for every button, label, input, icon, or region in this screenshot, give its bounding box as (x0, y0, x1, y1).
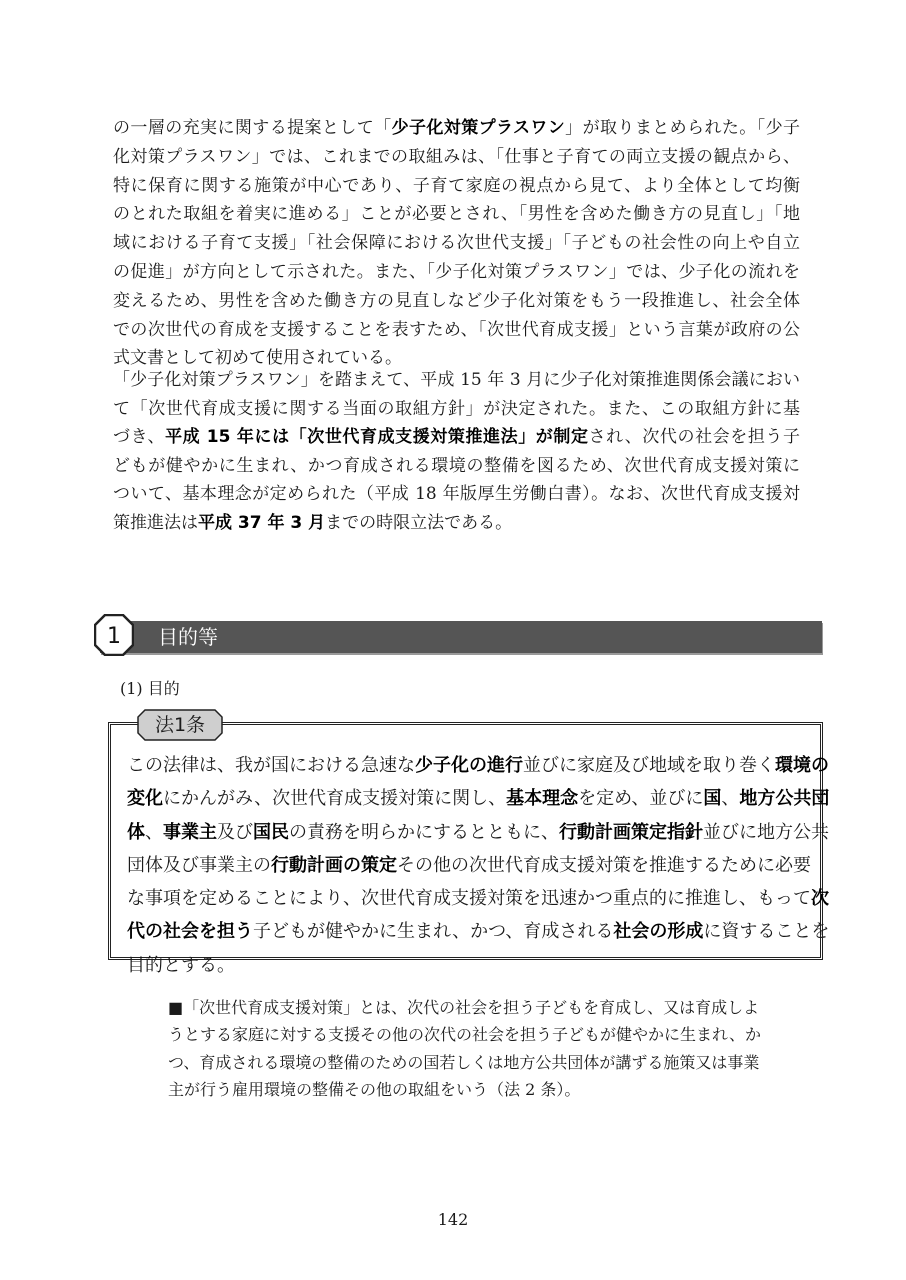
text: を定め、並びに (578, 788, 704, 810)
text: 目的とする。 (127, 954, 235, 976)
bold-text: 国民 (253, 821, 289, 843)
text: の一層の充実に関する提案として「 (113, 118, 392, 138)
section-title: 目的等 (158, 625, 218, 649)
page-number: 142 (437, 1210, 469, 1229)
text: つ、育成される環境の整備のための国若しくは地方公共団体が講ずる施策又は事業 (168, 1052, 760, 1072)
text-line (113, 114, 800, 143)
bold-text: 代の社会を担う (127, 921, 253, 943)
text-line (113, 509, 800, 538)
bold-text: 行動計画策定指針 (559, 821, 703, 843)
text: され、次代の社会を担う子 (588, 427, 800, 448)
text: ■「次世代育成支援対策」とは、次代の社会を担う子どもを育成し、又は育成しよ (168, 998, 760, 1017)
bold-text: 平成 37 年 3 月 (198, 512, 326, 533)
bold-text: 少子化対策プラスワン (391, 118, 566, 138)
text-line (127, 749, 829, 782)
text-line (113, 258, 800, 287)
text-line (113, 366, 800, 395)
text: ついて、基本理念が定められた（平成 18 年版厚生労働白書）。なお、次世代育成支援対 (113, 484, 800, 505)
text-line (113, 172, 800, 201)
text: 式文書として初めて使用されている。 (113, 348, 402, 369)
text-line (113, 395, 800, 424)
text: 」が取りまとめられた。「少子 (565, 118, 801, 138)
text-line (168, 1021, 761, 1048)
text: この法律は、我が国における急速な (127, 755, 415, 776)
text: 変えるため、男性を含めた働き方の見直しなど少子化対策をもう一段推進し、社会全体 (113, 290, 800, 311)
text: 、 (721, 788, 740, 810)
text-line (113, 452, 800, 481)
bold-text: 行動計画の策定 (271, 854, 397, 876)
text-line (113, 423, 800, 452)
text-line (127, 882, 829, 915)
bold-text: 次 (811, 888, 829, 910)
bold-text: 体 (127, 821, 145, 843)
text: 域における子育て支援」「社会保障における次世代支援」「子どもの社会性の向上や自立 (113, 233, 800, 254)
text: の促進」が方向として示された。また、「少子化対策プラスワン」では、少子化の流れを (113, 261, 800, 282)
bold-text: 社会の形成 (613, 921, 704, 943)
section-number: 1 (107, 624, 121, 649)
text: 主が行う雇用環境の整備その他の取組をいう（法 2 条）。 (168, 1079, 581, 1099)
text: 並びに地方公共 (703, 821, 829, 843)
bold-text: 環境の (775, 755, 829, 776)
text-line (168, 1076, 750, 1103)
text: 「少子化対策プラスワン」を踏まえて、平成 15 年 3 月に少子化対策推進関係会議におい (113, 370, 800, 390)
text: 及び (217, 821, 253, 843)
text: 策推進法は (113, 512, 198, 533)
text: な事項を定めることにより、次世代育成支援対策を迅速かつ重点的に推進し、もって (127, 888, 811, 910)
text: までの時限立法である。 (325, 512, 513, 533)
article-text (127, 749, 830, 982)
text: に資することを (703, 921, 830, 943)
text-line (113, 287, 800, 316)
text-line (168, 994, 760, 1021)
intro-paragraph-1 (113, 114, 800, 373)
text: 子どもが健やかに生まれ、かつ、育成される (253, 921, 614, 943)
definition-note (168, 994, 761, 1103)
text: 団体及び事業主の (127, 854, 271, 876)
text: 化対策プラスワン」では、これまでの取組みは、「仕事と子育ての両立支援の観点から、 (113, 146, 800, 167)
text-line (127, 849, 811, 882)
text-line (168, 1049, 760, 1076)
text: その他の次世代育成支援対策を推進するために必要 (397, 854, 811, 876)
text-line (127, 949, 807, 982)
text-line (127, 816, 829, 849)
text-line (127, 782, 830, 815)
text: のとれた取組を着実に進める」ことが必要とされ、「男性を含めた働き方の見直し」「地 (113, 204, 800, 225)
text-line (113, 200, 800, 229)
text-line (113, 143, 800, 172)
intro-paragraph-2 (113, 366, 800, 538)
text: の責務を明らかにするとともに、 (289, 821, 559, 843)
text-line (113, 316, 800, 345)
text: て「次世代育成支援に関する当面の取組方針」が決定された。また、この取組方針に基 (113, 398, 800, 419)
section-number-badge (94, 614, 134, 656)
text: うとする家庭に対する支援その他の次代の社会を担う子どもが健やかに生まれ、か (168, 1025, 761, 1045)
text-line (113, 480, 800, 509)
bold-text: 基本理念 (506, 788, 579, 810)
bold-text: 事業主 (163, 821, 217, 843)
subsection-heading: (1) 目的 (120, 679, 180, 698)
bold-text: 地方公共団 (739, 788, 830, 810)
text-line (113, 229, 800, 258)
text: づき、 (113, 427, 166, 448)
text: にかんがみ、次世代育成支援対策に関し、 (163, 788, 507, 810)
text: での次世代の育成を支援することを表すため、「次世代育成支援」という言葉が政府の公 (113, 319, 800, 340)
text: どもが健やかに生まれ、かつ育成される環境の整備を図るため、次世代育成支援対策に (113, 455, 800, 476)
text: 並びに家庭及び地域を取り巻く (523, 755, 775, 776)
article-tag: 法1条 (154, 714, 206, 736)
bold-text: 変化 (127, 788, 163, 810)
text: 、 (145, 821, 163, 843)
bold-text: 平成 15 年には「次世代育成支援対策推進法」が制定 (165, 427, 589, 448)
text: 特に保育に関する施策が中心であり、子育て家庭の視点から見て、より全体として均衡 (113, 175, 800, 196)
bold-text: 国 (703, 788, 722, 810)
text-line (127, 915, 830, 948)
bold-text: 少子化の進行 (415, 755, 523, 776)
